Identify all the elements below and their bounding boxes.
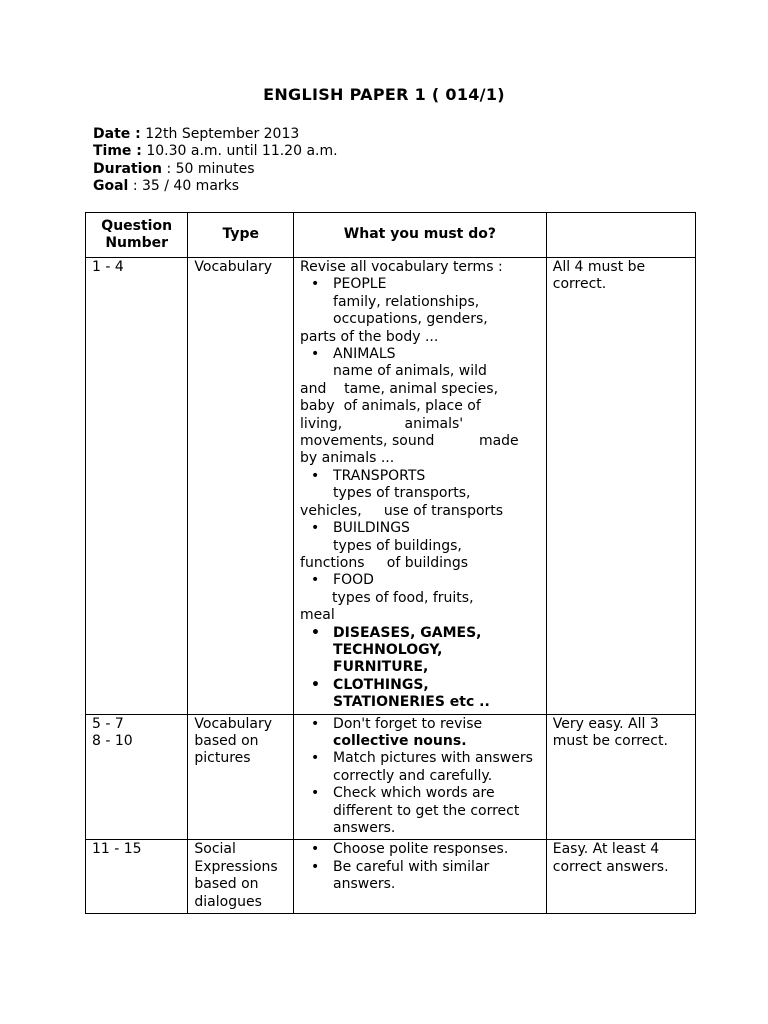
list-item: • DISEASES, GAMES, TECHNOLOGY, FURNITURE, xyxy=(311,624,482,676)
time-label: Time : xyxy=(93,143,142,160)
topic-detail: baby of animals, place of xyxy=(300,398,481,415)
topic-detail: types of food, fruits, xyxy=(332,589,474,606)
goal-line xyxy=(93,178,338,195)
instructions-cell xyxy=(294,714,547,840)
table-row xyxy=(86,258,696,715)
type-cell: Social Expressions based on dialogues xyxy=(188,840,294,914)
notes-cell: All 4 must be correct. xyxy=(546,258,695,715)
vocabulary-topic-list xyxy=(300,276,540,293)
list-item: • Match pictures with answers correctly and carefully. xyxy=(311,750,533,784)
list-item: • Don't forget to revise collective nouns. xyxy=(311,715,483,749)
question-cell: 1 - 4 xyxy=(86,258,188,715)
topic-detail: meal xyxy=(300,607,335,624)
list-item: • Choose polite responses. xyxy=(311,841,509,858)
question-cell: 5 - 7 8 - 10 xyxy=(86,714,188,840)
table-header-row xyxy=(86,213,696,258)
exam-guide-table xyxy=(85,212,696,914)
time-line xyxy=(93,143,338,160)
date-label: Date : xyxy=(93,126,141,142)
table-row xyxy=(86,840,696,914)
list-item: • FOOD xyxy=(311,572,374,589)
question-cell: 11 - 15 xyxy=(86,840,188,914)
topic-detail: movements, sound made xyxy=(300,433,519,450)
goal-value: : 35 / 40 marks xyxy=(132,178,240,195)
instructions-cell xyxy=(294,840,547,914)
instructions-intro: Revise all vocabulary terms : xyxy=(300,259,503,275)
topic-detail: and tame, animal species, xyxy=(300,380,499,397)
topic-detail: name of animals, wild xyxy=(333,363,487,380)
exam-details xyxy=(93,126,338,196)
list-item: • CLOTHINGS, STATIONERIES etc .. xyxy=(311,676,490,711)
list-item: • BUILDINGS xyxy=(311,520,410,537)
date-value: 12th September 2013 xyxy=(145,126,300,142)
header-type: Type xyxy=(188,213,294,258)
page-title: ENGLISH PAPER 1 ( 014/1) xyxy=(263,85,505,104)
list-item: • Be careful with similar answers. xyxy=(311,858,490,893)
topic-detail: living, animals' xyxy=(300,415,464,432)
goal-label: Goal xyxy=(93,178,129,195)
header-notes xyxy=(546,213,695,258)
topic-detail: types of transports, xyxy=(333,485,471,502)
duration-value: : 50 minutes xyxy=(166,160,255,177)
notes-cell: Easy. At least 4 correct answers. xyxy=(546,840,695,914)
table-row xyxy=(86,714,696,840)
topic-detail: family, relationships, xyxy=(333,293,480,310)
duration-line xyxy=(93,161,338,178)
topic-detail: vehicles, use of transports xyxy=(300,502,504,519)
date-line xyxy=(93,126,338,143)
notes-cell: Very easy. All 3 must be correct. xyxy=(546,714,695,840)
topic-detail: parts of the body ... xyxy=(300,328,439,345)
list-item: • PEOPLE xyxy=(311,276,387,293)
topic-detail: functions of buildings xyxy=(300,554,469,571)
type-cell: Vocabulary xyxy=(188,258,294,715)
topic-detail: occupations, genders, xyxy=(333,311,488,328)
duration-label: Duration xyxy=(93,160,163,177)
header-what-you-must-do: What you must do? xyxy=(294,213,547,258)
header-question-number: Question Number xyxy=(86,213,188,258)
topic-detail: by animals ... xyxy=(300,450,395,467)
instructions-cell xyxy=(294,258,547,715)
topic-detail: types of buildings, xyxy=(333,537,462,554)
time-value: 10.30 a.m. until 11.20 a.m. xyxy=(146,143,338,160)
list-item: • TRANSPORTS xyxy=(311,467,426,484)
list-item: • ANIMALS xyxy=(311,346,396,363)
type-cell: Vocabulary based on pictures xyxy=(188,714,294,840)
list-item: • Check which words are different to get the correct answers. xyxy=(311,785,520,836)
